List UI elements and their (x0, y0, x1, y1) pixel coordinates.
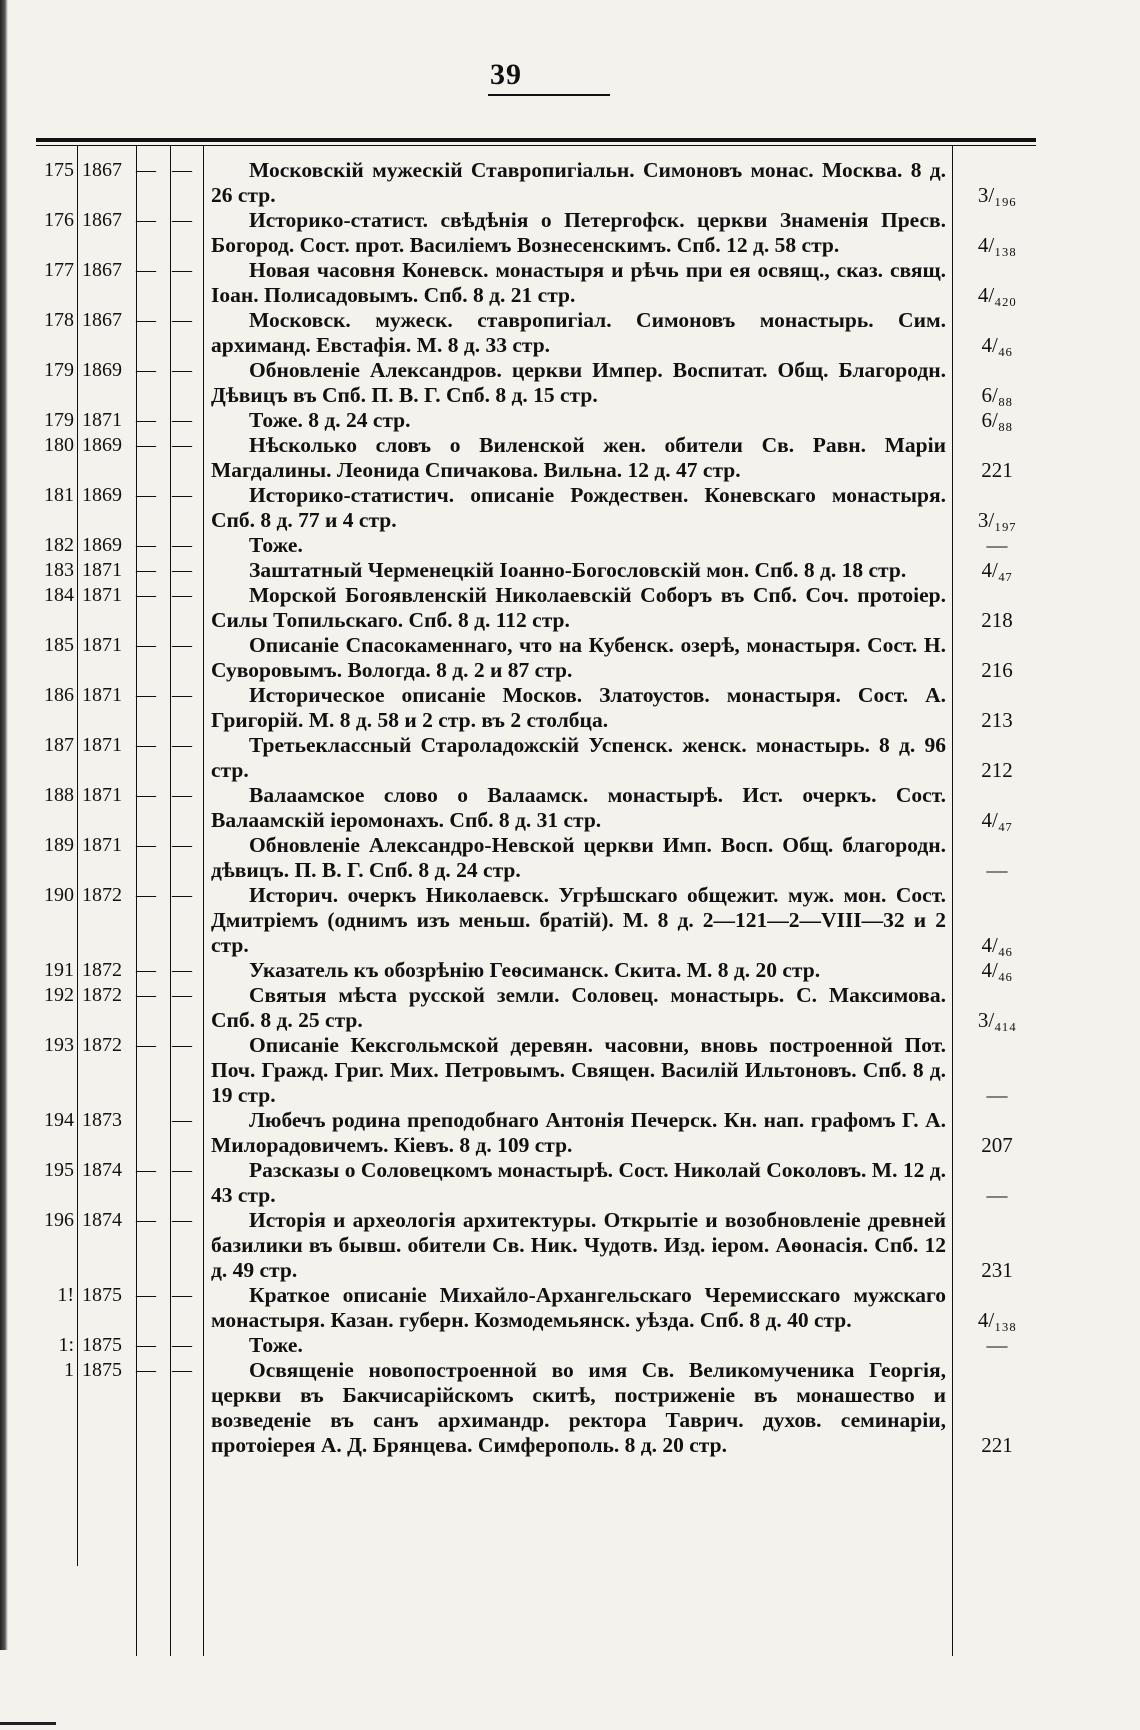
entry-dash-col2: — (172, 484, 192, 506)
entry-dash-col1: — (136, 634, 156, 656)
entry-description (211, 983, 946, 1033)
entry-dash-col2: — (172, 309, 192, 331)
entry-dash-col1: — (136, 584, 156, 606)
entry-price: 4/₄₆ (981, 958, 1013, 982)
entry-description (211, 558, 946, 583)
entry-price: 213 (981, 708, 1013, 732)
entry-description-text: Московскій мужескій Ставропигіальн. Симоновъ монас. Москва. 8 д. 26 стр. (211, 158, 946, 207)
catalog-entry (0, 833, 1140, 883)
entry-description-text: Историч. очеркъ Николаевск. Угрѣшскаго общежит. муж. мон. Сост. Дмитріемъ (однимъ изъ меньш. братій). М. 8 д. 2—121—2—VIII—32 и 2 стр. (211, 883, 946, 957)
entry-description-text: Заштатный Черменецкій Іоанно-Богословскій мон. Спб. 8 д. 18 стр. (249, 558, 907, 582)
entry-price: 4/₄₇ (981, 808, 1013, 832)
entry-dash-col2: — (172, 834, 192, 856)
entry-number: 185 (44, 634, 74, 656)
entry-dash-col2: — (172, 259, 192, 281)
entry-dash-col1: — (136, 259, 156, 281)
entry-description-text: Тоже. (249, 1333, 303, 1357)
entry-price: 4/₁₃₈ (977, 233, 1017, 257)
catalog-entry (0, 1283, 1140, 1333)
entry-description-text: Обновленіе Александров. церкви Импер. Воспитат. Общ. Благородн. Дѣвицъ въ Спб. П. В. Г. Спб. 8 д. 15 стр. (211, 358, 946, 407)
entry-number: 191 (44, 959, 74, 981)
entry-dash-col2: — (172, 559, 192, 581)
entry-description (211, 633, 946, 683)
entry-year: 1867 (82, 209, 122, 231)
entry-price: 6/₈₈ (981, 383, 1013, 407)
entry-description-text: Историко-статист. свѣдѣнія о Петергофск. церкви Знаменія Пресв. Богород. Сост. прот. Василіемъ Вознесенскимъ. Спб. 12 д. 58 стр. (211, 208, 946, 257)
header-rule-thin (36, 145, 1036, 146)
entry-description-text: Историческое описаніе Москов. Златоустов. монастыря. Сост. А. Григорій. М. 8 д. 58 и 2 стр. въ 2 столбца. (211, 683, 946, 732)
entry-price: 3/₄₁₄ (977, 1008, 1017, 1032)
entry-number: 186 (44, 684, 74, 706)
entry-dash-col2: — (172, 534, 192, 556)
entry-description-text: Нѣсколько словъ о Виленской жен. обители Св. Равн. Маріи Магдалины. Леонида Спичакова. Вильна. 12 д. 47 стр. (211, 433, 946, 482)
entry-description (211, 408, 946, 433)
entry-description (211, 883, 946, 958)
entry-year: 1871 (82, 634, 122, 656)
entry-description (211, 1333, 946, 1358)
entry-year: 1871 (82, 834, 122, 856)
entry-price: 3/₁₉₇ (977, 508, 1017, 532)
entry-year: 1871 (82, 409, 122, 431)
entry-dash-col1: — (136, 359, 156, 381)
entry-year: 1872 (82, 1034, 122, 1056)
catalog-entry (0, 1208, 1140, 1283)
entry-year: 1871 (82, 784, 122, 806)
catalog-entry (0, 1358, 1140, 1458)
entry-year: 1872 (82, 884, 122, 906)
entry-number: 176 (44, 209, 74, 231)
entry-price: 6/₈₈ (981, 408, 1013, 432)
entry-dash-col2: — (172, 634, 192, 656)
entry-description-text: Описаніе Кексгольмской деревян. часовни, вновь построенной Пот. Поч. Гражд. Григ. Мих. Петровымъ. Священ. Василій Ильтоновъ. Спб. 8 д. 19 стр. (211, 1033, 946, 1107)
entry-number: 188 (44, 784, 74, 806)
entry-description (211, 783, 946, 833)
entry-number: 175 (44, 159, 74, 181)
catalog-entry (0, 158, 1140, 208)
entry-dash-col2: — (172, 434, 192, 456)
entry-number: 190 (44, 884, 74, 906)
entry-number: 1! (57, 1284, 74, 1306)
entry-description-text: Указатель къ обозрѣнію Геѳсиманск. Скита. М. 8 д. 20 стр. (249, 958, 821, 982)
entry-price: — (986, 533, 1008, 557)
page-number-underline (488, 94, 610, 96)
entry-year: 1871 (82, 559, 122, 581)
entry-number: 189 (44, 834, 74, 856)
entry-description (211, 733, 946, 783)
entry-dash-col2: — (172, 1159, 192, 1181)
entry-description-text: Новая часовня Коневск. монастыря и рѣчь при ея освящ., сказ. свящ. Іоан. Полисадовымъ. Спб. 8 д. 21 стр. (211, 258, 946, 307)
entry-dash-col1: — (136, 409, 156, 431)
catalog-entry (0, 358, 1140, 408)
entry-number: 179 (44, 409, 74, 431)
entry-dash-col1: — (136, 534, 156, 556)
entry-price: 4/₄₆ (981, 333, 1013, 357)
entry-number: 196 (44, 1209, 74, 1231)
entry-year: 1867 (82, 259, 122, 281)
entry-price: 4/₄₆ (981, 933, 1013, 957)
entry-dash-col1: — (136, 434, 156, 456)
entry-year: 1871 (82, 734, 122, 756)
entry-year: 1869 (82, 434, 122, 456)
entry-price: — (986, 1333, 1008, 1357)
entry-year: 1875 (82, 1359, 122, 1381)
catalog-entry (0, 958, 1140, 983)
entry-description-text: Третьеклассный Староладожскій Успенск. женск. монастырь. 8 д. 96 стр. (211, 733, 946, 782)
catalog-entry (0, 1333, 1140, 1358)
entry-price: 4/₄₂₀ (977, 283, 1017, 307)
entry-number: 184 (44, 584, 74, 606)
entry-dash-col1: — (136, 559, 156, 581)
entry-price: — (986, 858, 1008, 882)
entry-dash-col1: — (136, 1209, 156, 1231)
entry-price: 4/₁₃₈ (977, 1308, 1017, 1332)
entry-description (211, 683, 946, 733)
entry-description (211, 258, 946, 308)
entry-year: 1874 (82, 1209, 122, 1231)
entry-dash-col2: — (172, 884, 192, 906)
entry-price: 207 (981, 1133, 1013, 1157)
entry-dash-col2: — (172, 359, 192, 381)
entry-description-text: Любечъ родина преподобнаго Антонія Печерск. Кн. нап. графомъ Г. А. Милорадовичемъ. Кіевъ. 8 д. 109 стр. (211, 1108, 946, 1157)
entry-dash-col2: — (172, 959, 192, 981)
entry-price: — (986, 1083, 1008, 1107)
entry-year: 1867 (82, 309, 122, 331)
entry-dash-col2: — (172, 209, 192, 231)
entry-price: 3/₁₉₆ (977, 183, 1017, 207)
entry-description (211, 433, 946, 483)
entry-dash-col1: — (136, 684, 156, 706)
entry-description-text: Тоже. 8 д. 24 стр. (249, 408, 411, 432)
entry-number: 193 (44, 1034, 74, 1056)
entry-description-text: Краткое описаніе Михайло-Архангельскаго Черемисскаго мужскаго монастыря. Казан. губерн. Козмодемьянск. уѣзда. Спб. 8 д. 40 стр. (211, 1283, 946, 1332)
entry-price: 212 (981, 758, 1013, 782)
entry-description-text: Освященіе новопостроенной во имя Св. Великомученика Георгія, церкви въ Бакчисарійскомъ скитѣ, постриженіе въ монашество и возведеніе въ санъ архимандр. ректора Таврич. духов. семинаріи, протоіерея А. Д. Брянцева. Симферополь. 8 д. 20 стр. (211, 1358, 946, 1457)
entry-description-text: Святыя мѣста русской земли. Соловец. монастырь. С. Максимова. Спб. 8 д. 25 стр. (211, 983, 946, 1032)
entry-dash-col1: — (136, 159, 156, 181)
entry-dash-col2: — (172, 984, 192, 1006)
entry-year: 1875 (82, 1284, 122, 1306)
entry-description (211, 358, 946, 408)
entry-description (211, 1108, 946, 1158)
entry-dash-col1: — (136, 1334, 156, 1356)
entry-year: 1869 (82, 534, 122, 556)
entry-price: 218 (981, 608, 1013, 632)
entry-description (211, 833, 946, 883)
entry-number: 180 (44, 434, 74, 456)
entry-number: 182 (44, 534, 74, 556)
entry-description (211, 958, 946, 983)
entry-description-text: Разсказы о Соловецкомъ монастырѣ. Сост. Николай Соколовъ. М. 12 д. 43 стр. (211, 1158, 946, 1207)
entry-dash-col2: — (172, 1209, 192, 1231)
entry-dash-col2: — (172, 684, 192, 706)
entry-dash-col2: — (172, 1109, 192, 1131)
entry-number: 1: (58, 1334, 74, 1356)
entry-dash-col1: — (136, 784, 156, 806)
entry-price: 4/₄₇ (981, 558, 1013, 582)
entry-dash-col1: — (136, 884, 156, 906)
entry-dash-col1: — (136, 1284, 156, 1306)
entry-number: 179 (44, 359, 74, 381)
entry-price: 221 (981, 458, 1013, 482)
entry-price: 231 (981, 1258, 1013, 1282)
entry-description (211, 483, 946, 533)
catalog-entry (0, 583, 1140, 633)
entry-description (211, 1358, 946, 1458)
entry-year: 1872 (82, 959, 122, 981)
entry-year: 1875 (82, 1334, 122, 1356)
entry-number: 178 (44, 309, 74, 331)
scan-mark (0, 1722, 56, 1725)
entry-price: — (986, 1183, 1008, 1207)
catalog-entry (0, 408, 1140, 433)
page-number: 39 (490, 58, 522, 91)
entry-dash-col1: — (136, 1359, 156, 1381)
entry-dash-col2: — (172, 1359, 192, 1381)
entry-description-text: Обновленіе Александро-Невской церкви Имп. Восп. Общ. благородн. дѣвицъ. П. В. Г. Спб. 8 д. 24 стр. (211, 833, 946, 882)
entry-description (211, 308, 946, 358)
catalog-entries (0, 158, 1140, 1458)
entry-dash-col1: — (136, 734, 156, 756)
entry-description (211, 1033, 946, 1108)
catalog-entry (0, 783, 1140, 833)
entry-description-text: Описаніе Спасокаменнаго, что на Кубенск. озерѣ, монастыря. Сост. Н. Суворовымъ. Вологда. 8 д. 2 и 87 стр. (211, 633, 946, 682)
entry-description-text: Тоже. (249, 533, 303, 557)
entry-number: 1 (64, 1359, 74, 1381)
entry-year: 1873 (82, 1109, 122, 1131)
entry-dash-col2: — (172, 1334, 192, 1356)
entry-description (211, 158, 946, 208)
entry-dash-col2: — (172, 734, 192, 756)
entry-dash-col2: — (172, 1284, 192, 1306)
entry-dash-col1: — (136, 309, 156, 331)
entry-description (211, 1283, 946, 1333)
entry-number: 177 (44, 259, 74, 281)
entry-number: 187 (44, 734, 74, 756)
catalog-entry (0, 433, 1140, 483)
entry-description-text: Московск. мужеск. ставропигіал. Симоновъ монастырь. Сим. архиманд. Евстафія. М. 8 д. 33 стр. (211, 308, 946, 357)
catalog-entry (0, 983, 1140, 1033)
entry-description (211, 1208, 946, 1283)
entry-dash-col1: — (136, 209, 156, 231)
entry-number: 192 (44, 984, 74, 1006)
entry-description-text: Морской Богоявленскій Николаевскій Соборъ въ Спб. Соч. протоіер. Силы Топильскаго. Спб. 8 д. 112 стр. (211, 583, 946, 632)
entry-description-text: Исторія и археологія архитектуры. Открытіе и возобновленіе древней базилики въ бывш. обители Св. Ник. Чудотв. Изд. іером. Аѳонасія. Спб. 12 д. 49 стр. (211, 1208, 946, 1282)
entry-price: 221 (981, 1433, 1013, 1457)
entry-dash-col2: — (172, 1034, 192, 1056)
header-rule-thick (36, 138, 1036, 142)
entry-dash-col2: — (172, 784, 192, 806)
entry-number: 181 (44, 484, 74, 506)
catalog-entry (0, 1108, 1140, 1158)
entry-dash-col2: — (172, 409, 192, 431)
entry-year: 1869 (82, 484, 122, 506)
catalog-entry (0, 733, 1140, 783)
entry-number: 195 (44, 1159, 74, 1181)
entry-year: 1871 (82, 684, 122, 706)
entry-year: 1874 (82, 1159, 122, 1181)
entry-number: 194 (44, 1109, 74, 1131)
entry-description-text: Валаамское слово о Валаамск. монастырѣ. Ист. очеркъ. Сост. Валаамскій іеромонахъ. Спб. 8 д. 31 стр. (211, 783, 946, 832)
catalog-entry (0, 633, 1140, 683)
entry-year: 1869 (82, 359, 122, 381)
entry-description (211, 1158, 946, 1208)
catalog-entry (0, 533, 1140, 558)
entry-dash-col1: — (136, 959, 156, 981)
entry-year: 1871 (82, 584, 122, 606)
catalog-entry (0, 683, 1140, 733)
entry-description (211, 533, 946, 558)
entry-description-text: Историко-статистич. описаніе Рождествен. Коневскаго монастыря. Спб. 8 д. 77 и 4 стр. (211, 483, 946, 532)
catalog-entry (0, 1158, 1140, 1208)
catalog-entry (0, 1033, 1140, 1108)
entry-number: 183 (44, 559, 74, 581)
entry-dash-col1: — (136, 984, 156, 1006)
entry-price: 216 (981, 658, 1013, 682)
catalog-entry (0, 308, 1140, 358)
entry-dash-col1: — (136, 1159, 156, 1181)
catalog-entry (0, 483, 1140, 533)
catalog-entry (0, 258, 1140, 308)
entry-description (211, 583, 946, 633)
entry-year: 1867 (82, 159, 122, 181)
catalog-entry (0, 208, 1140, 258)
catalog-entry (0, 558, 1140, 583)
entry-dash-col1: — (136, 484, 156, 506)
entry-dash-col1: — (136, 1034, 156, 1056)
entry-dash-col1: — (136, 834, 156, 856)
entry-description (211, 208, 946, 258)
entry-year: 1872 (82, 984, 122, 1006)
entry-dash-col2: — (172, 159, 192, 181)
catalog-entry (0, 883, 1140, 958)
entry-dash-col2: — (172, 584, 192, 606)
